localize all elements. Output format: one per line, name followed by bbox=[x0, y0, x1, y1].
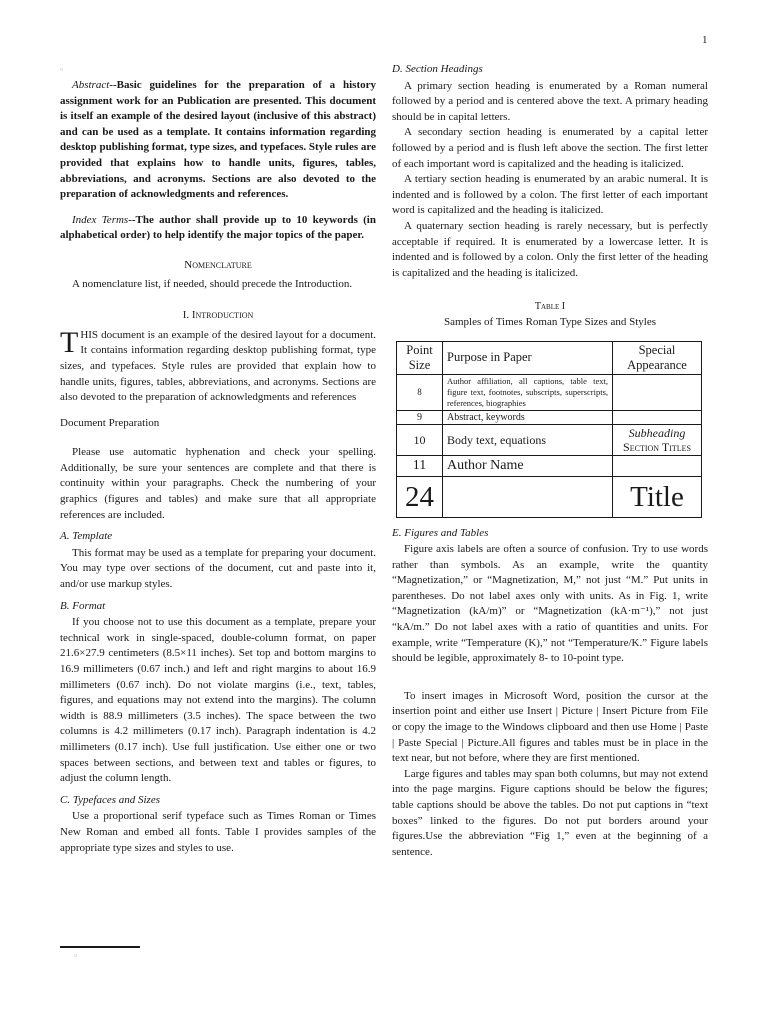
cell-size: 11 bbox=[397, 455, 443, 476]
special-section-titles: Section Titles bbox=[623, 439, 691, 454]
document-preparation-text: Please use automatic hyphenation and check your spelling. Additionally, be sure your sentences are complete and that there is continuity within your paragraphs. Check the numbering of your graphics (figures and tables) and make sure that all appropriate references are included. bbox=[60, 446, 376, 521]
table-row bbox=[397, 374, 702, 410]
page-number: 1 bbox=[702, 34, 708, 46]
table-row bbox=[397, 455, 702, 476]
type-sizes-table bbox=[396, 341, 702, 518]
index-terms-label: Index Terms bbox=[72, 213, 129, 226]
footnote-mark: ▫ bbox=[74, 950, 78, 960]
abstract bbox=[60, 78, 376, 203]
cell-special bbox=[613, 455, 702, 476]
placeholder-mark: ▫ bbox=[60, 64, 64, 74]
cell-size: 24 bbox=[397, 476, 443, 517]
document-preparation-heading: Document Preparation bbox=[60, 416, 160, 429]
cell-purpose: Author Name bbox=[443, 455, 613, 476]
template-heading: A. Template bbox=[60, 530, 113, 543]
header-point-size: Point Size bbox=[397, 341, 443, 374]
cell-size: 10 bbox=[397, 424, 443, 455]
cell-special: Title bbox=[613, 476, 702, 517]
cell-special bbox=[613, 374, 702, 410]
table-header-row bbox=[397, 341, 702, 374]
format-text: If you choose not to use this document as a template, prepare your technical work in single-spaced, double-column format, on paper 21.6×27.9 centimeters (8.5×11 inches). Set top and bottom margins to 16.9 millimeters (0.67 inch.) and left and right margins to about 16.9 millimeters (0.67 inch). Do not violate margins (i.e., text, tables, figures, and equations may not extend into the margins). The column width is 88.9 millimeters (3.5 inches). The space between the two columns is 4.2 millimeters (0.17 inch). Paragraph indentation is 4.2 millimeters (0.17 inch). Use full justification. Use either one or two spaces between sections, and between text and tables or figures, to adjust the column length. bbox=[60, 616, 376, 785]
introduction-text bbox=[60, 325, 376, 406]
typefaces-text: Use a proportional serif typeface such as Times Roman or Times New Roman and embed all fonts. Table I provides samples of the appropriate type sizes and styles to use. bbox=[60, 810, 376, 854]
cell-purpose bbox=[443, 476, 613, 517]
section-headings-paragraph: A primary section heading is enumerated by a Roman numeral followed by a period and is centered above the text. A primary heading should be in capital letters. bbox=[392, 79, 708, 123]
left-column bbox=[60, 62, 376, 856]
cell-size: 9 bbox=[397, 410, 443, 424]
figures-tables-heading: E. Figures and Tables bbox=[392, 526, 489, 539]
nomenclature-heading: Nomenclature bbox=[184, 258, 252, 271]
right-column bbox=[392, 62, 708, 860]
drop-cap: T bbox=[60, 325, 79, 359]
abstract-label: Abstract bbox=[72, 79, 110, 91]
introduction-heading: I. Introduction bbox=[182, 309, 254, 322]
figures-tables-paragraph: Figure axis labels are often a source of confusion. Try to use words rather than symbols. As an example, write the quantity “Magnetization,” or “Magnetization, M,” not just “M.” Put units in parentheses. Do not label axes only with units. As in Fig. 1, write “Magnetization (kA/m)” or “Magnetization (kA·m⁻¹),” not just “kA/m.” Do not label axes with a ratio of quantities and units. For example, write “Temperature (K),” not “Temperature/K.” Figure labels should be legible, approximately 8- to 10-point type. bbox=[392, 543, 708, 665]
format-heading: B. Format bbox=[60, 599, 106, 612]
table-row bbox=[397, 410, 702, 424]
table-title: Samples of Times Roman Type Sizes and Styles bbox=[443, 315, 656, 328]
abstract-text: --Basic guidelines for the preparation of a history assignment work for an Publication are presented. This document is itself an example of the desired layout (inclusive of this abstract) and can be used as a template. It contains information regarding desktop publishing format, type sizes, and typefaces. Style rules are provided that explains how to handle units, figures, tables, abbreviations, and acronyms. Sections are also devoted to the preparation of acknowledgments and references. bbox=[60, 79, 376, 201]
table-label: Table I bbox=[534, 301, 566, 313]
header-purpose: Purpose in Paper bbox=[443, 341, 613, 374]
cell-purpose: Abstract, keywords bbox=[443, 410, 613, 424]
typefaces-heading: C. Typefaces and Sizes bbox=[60, 793, 161, 806]
cell-purpose: Body text, equations bbox=[443, 424, 613, 455]
figures-tables-paragraph: To insert images in Microsoft Word, position the cursor at the insertion point and either use Insert | Picture | Insert Picture from File or copy the image to the Windows clipboard and then use Home | Paste | Paste Special | Picture.All figures and tables must be in place in the text near, but not before, where they are first mentioned. bbox=[392, 689, 708, 765]
header-special: Special Appearance bbox=[613, 341, 702, 374]
figures-tables-paragraph: Large figures and tables may span both columns, but may not extend into the page margins. Figure captions should be below the figures; table captions should be above the tables. Do not put captions in “text boxes” linked to the figures. Do not put borders around your figures.Use the abbreviation “Fig 1,” even at the beginning of a sentence. bbox=[392, 767, 708, 858]
table-row bbox=[397, 476, 702, 517]
cell-special bbox=[613, 424, 702, 455]
section-headings-heading: D. Section Headings bbox=[392, 63, 483, 75]
footnote-rule bbox=[60, 946, 140, 948]
table-row bbox=[397, 424, 702, 455]
special-subheading: Subheading bbox=[628, 425, 686, 440]
section-headings-paragraph: A tertiary section heading is enumerated by an arabic numeral. It is indented and is followed by a colon. The first letter of each important word is capitalized and the heading is italicized. bbox=[392, 173, 708, 217]
cell-size: 8 bbox=[397, 374, 443, 410]
template-text: This format may be used as a template for preparing your document. You may type over sections of the document, cut and paste into it, and/or use markup styles. bbox=[60, 546, 376, 591]
section-headings-paragraph: A quaternary section heading is rarely necessary, but is perfectly acceptable if required. It is enumerated by a lowercase letter. It is indented and is followed by a colon. Only the first letter of the heading is capitalized and the heading is italicized. bbox=[392, 219, 708, 279]
nomenclature-text: A nomenclature list, if needed, should precede the Introduction. bbox=[72, 277, 353, 290]
index-terms bbox=[60, 213, 376, 244]
introduction-body: HIS document is an example of the desired layout for a document. It contains information regarding desktop publishing format, type sizes, and typefaces. Style rules are provided that explain how to handle units, figures, tables, abbreviations, and acronyms. Sections are also devoted to the preparation of acknowledgments and references bbox=[60, 328, 376, 404]
cell-special bbox=[613, 410, 702, 424]
section-headings-paragraph: A secondary section heading is enumerated by a capital letter followed by a period and is flush left above the section. The first letter of each important word is capitalized and the heading is italicized. bbox=[392, 126, 708, 170]
cell-purpose: Author affiliation, all captions, table text, figure text, footnotes, subscripts, superscripts, references, biographies bbox=[443, 374, 613, 410]
index-terms-text: --The author shall provide up to 10 keywords (in alphabetical order) to help identify the major topics of the paper. bbox=[60, 213, 376, 242]
